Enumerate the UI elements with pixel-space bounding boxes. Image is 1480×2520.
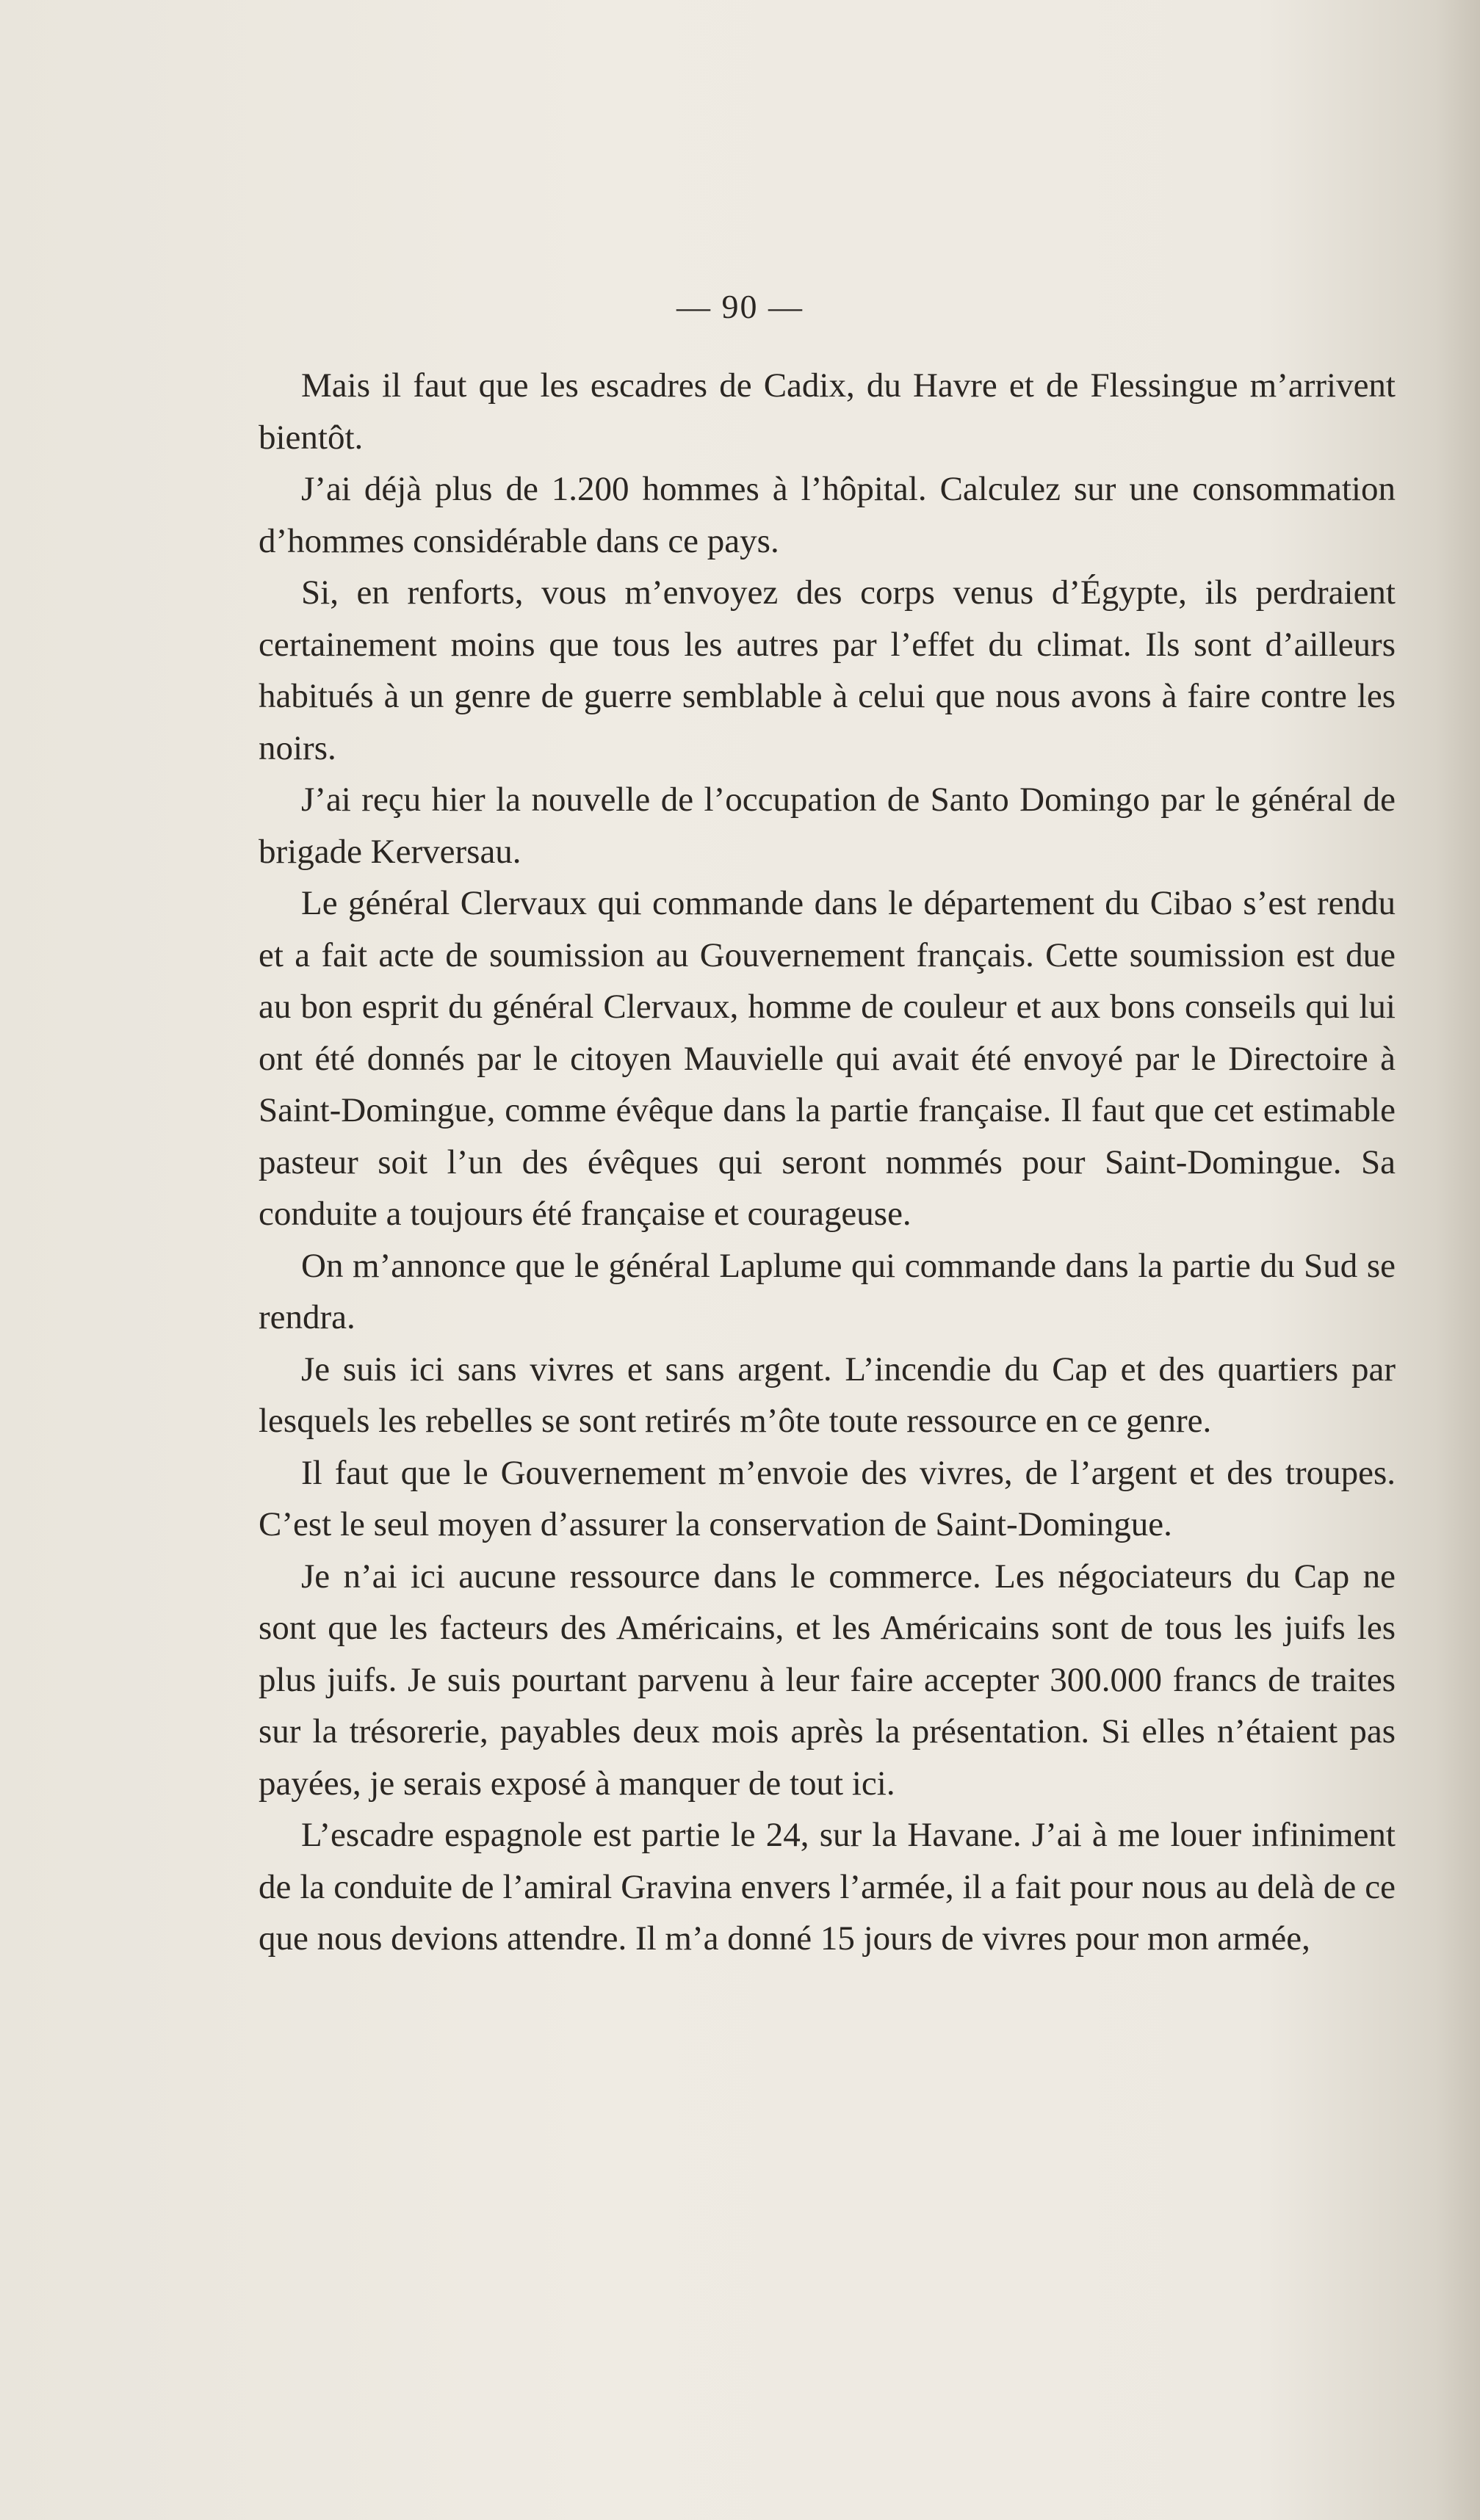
page-number: — 90 —: [676, 288, 804, 325]
body-text: [259, 360, 1396, 1965]
paragraph-2: J’ai déjà plus de 1.200 hommes à l’hôpital. Calculez sur une consommation d’hommes considérable dans ce pays.: [259, 470, 1396, 560]
paragraph-7: Je suis ici sans vivres et sans argent. L’incendie du Cap et des quartiers par lesquels les rebelles se sont retirés m’ôte toute ressource en ce genre.: [259, 1350, 1396, 1440]
paragraph-10: L’escadre espagnole est partie le 24, sur la Havane. J’ai à me louer infiniment de la conduite de l’amiral Gravina envers l’armée, il a fait pour nous au delà de ce que nous devions attendre. Il m’a donné 15 jours de vivres pour mon armée,: [259, 1816, 1396, 1958]
paragraph-6: On m’annonce que le général Laplume qui commande dans la partie du Sud se rendra.: [259, 1246, 1396, 1336]
paragraph-3: Si, en renforts, vous m’envoyez des corps venus d’Égypte, ils perdraient certainement moins que tous les autres par l’effet du climat. Ils sont d’ailleurs habitués à un genre de guerre semblable à celui que nous avons à faire contre les noirs.: [259, 573, 1396, 767]
paragraph-1: Mais il faut que les escadres de Cadix, du Havre et de Flessingue m’arrivent bientôt.: [259, 366, 1396, 457]
paragraph-4: J’ai reçu hier la nouvelle de l’occupation de Santo Domingo par le général de brigade Kerversau.: [259, 781, 1396, 871]
paragraph-9: Je n’ai ici aucune ressource dans le commerce. Les négociateurs du Cap ne sont que les facteurs des Américains, et les Américains sont de tous les juifs les plus juifs. Je suis pourtant parvenu à leur faire accepter 300.000 francs de traites sur la trésorerie, payables deux mois après la présentation. Si elles n’étaient pas payées, je serais exposé à manquer de tout ici.: [259, 1557, 1396, 1803]
paragraph-8: Il faut que le Gouvernement m’envoie des vivres, de l’argent et des troupes. C’est le seul moyen d’assurer la conservation de Saint-Domingue.: [259, 1453, 1396, 1543]
paragraph-5: Le général Clervaux qui commande dans le département du Cibao s’est rendu et a fait acte de soumission au Gouvernement français. Cette soumission est due au bon esprit du général Clervaux, homme de couleur et aux bons conseils qui lui ont été donnés par le citoyen Mauvielle qui avait été envoyé par le Directoire à Saint-Domingue, comme évêque dans la partie française. Il faut que cet estimable pasteur soit l’un des évêques qui seront nommés pour Saint-Domingue. Sa conduite a toujours été française et courageuse.: [259, 884, 1396, 1233]
